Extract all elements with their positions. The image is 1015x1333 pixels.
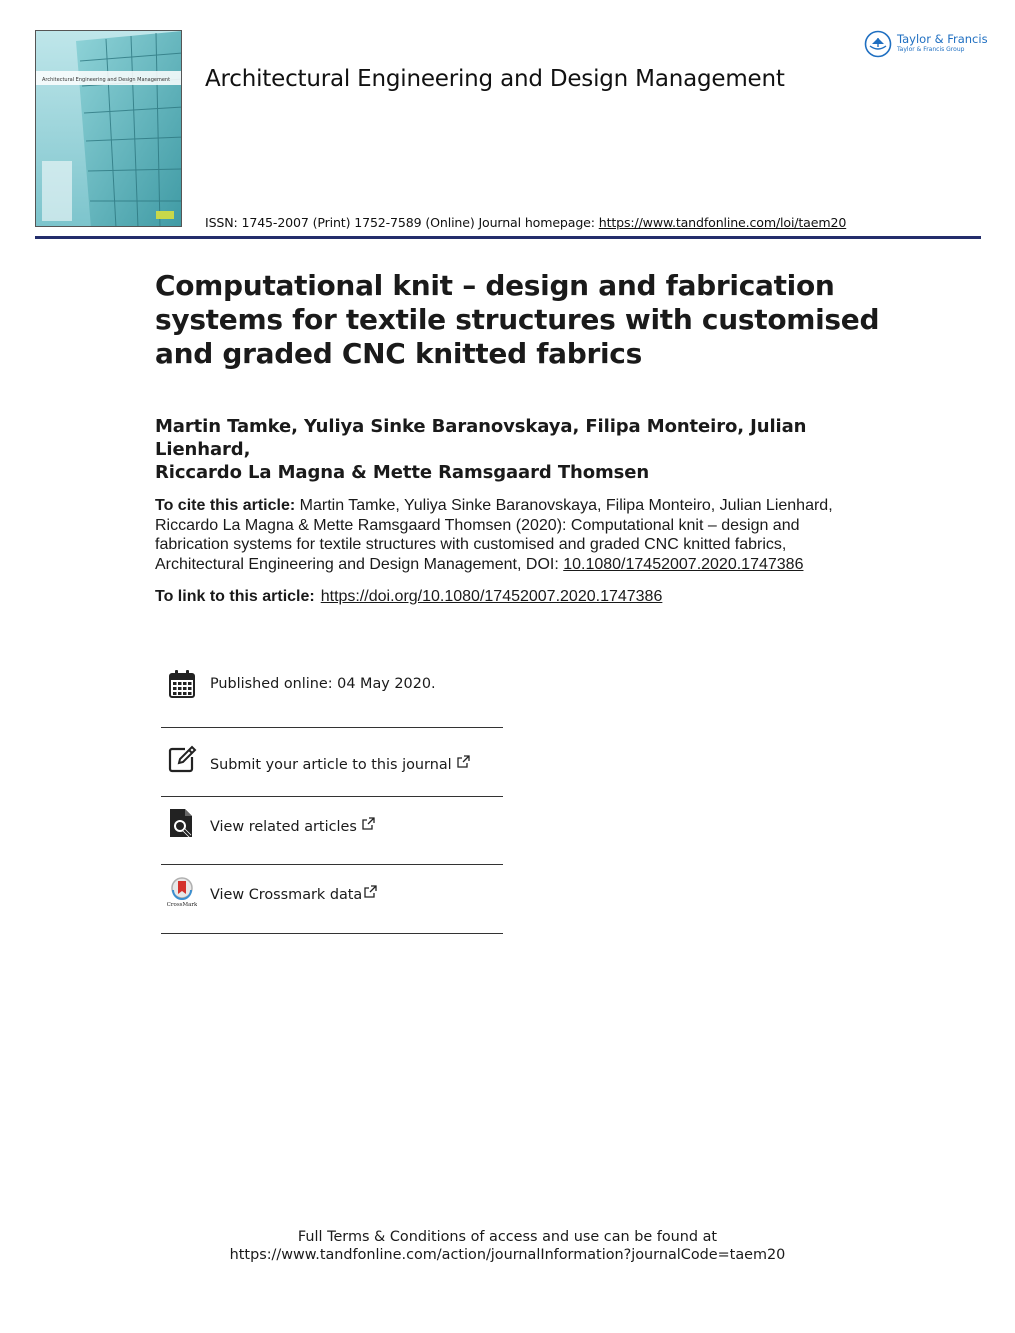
authors-line: Riccardo La Magna & Mette Ramsgaard Thomsen (155, 462, 650, 483)
terms-footer (0, 1228, 1015, 1264)
publisher-group: Taylor & Francis Group (897, 46, 965, 53)
terms-url[interactable]: https://www.tandfonline.com/action/journalInformation?journalCode=taem20 (229, 1247, 786, 1263)
doi-link[interactable]: 10.1080/17452007.2020.1747386 (563, 555, 804, 573)
svg-text:Architectural Engineering and: Architectural Engineering and Design Management (42, 77, 171, 83)
issn-text: ISSN: 1745-2007 (Print) 1752-7589 (Online) Journal homepage: (205, 215, 599, 230)
journal-cover-image (35, 30, 182, 227)
submit-article-link[interactable] (210, 755, 470, 773)
citation-label: To cite this article: (155, 497, 296, 514)
calendar-icon (167, 669, 197, 699)
author-list (155, 415, 875, 484)
submit-article-row[interactable] (161, 728, 503, 797)
taylor-francis-logo[interactable] (864, 30, 988, 58)
external-link-icon (362, 817, 375, 830)
article-link-line (155, 587, 875, 607)
article-actions-list (161, 660, 503, 934)
publisher-name: Taylor & Francis (897, 32, 988, 46)
related-articles-icon (167, 808, 197, 838)
crossmark-icon (167, 877, 197, 907)
related-articles-link[interactable] (210, 817, 375, 835)
crossmark-row[interactable] (161, 865, 503, 934)
crossmark-label: View Crossmark data (210, 887, 363, 903)
journal-title: Architectural Engineering and Design Management (205, 66, 785, 92)
issn-line (205, 215, 846, 230)
external-link-icon (457, 755, 470, 768)
article-doi-url[interactable]: https://doi.org/10.1080/17452007.2020.1747386 (320, 588, 663, 605)
link-label: To link to this article: (155, 588, 315, 605)
published-online-row (161, 660, 503, 728)
citation-text: Martin Tamke, Yuliya Sinke Baranovskaya, Filipa Monteiro, Julian Lienhard, Riccardo La Magna & Mette Ramsgaard Thomsen (2020): Computational knit – design and fabrication systems for textile structures with customised and graded CNC knitted fabrics, Architectural Engineering and Design Management, DOI: (155, 497, 833, 573)
submit-article-label: Submit your article to this journal (210, 757, 452, 773)
svg-text:CrossMark: CrossMark (167, 902, 197, 907)
authors-line: Martin Tamke, Yuliya Sinke Baranovskaya, Filipa Monteiro, Julian Lienhard, (155, 416, 807, 460)
article-title: Computational knit – design and fabrication systems for textile structures with customised and graded CNC knitted fabrics (155, 269, 880, 370)
external-link-icon (364, 885, 377, 898)
crossmark-link[interactable] (210, 885, 377, 903)
published-online-text: Published online: 04 May 2020. (210, 676, 436, 692)
citation-block (155, 496, 875, 574)
edit-icon (167, 744, 197, 774)
related-articles-label: View related articles (210, 819, 357, 835)
related-articles-row[interactable] (161, 797, 503, 865)
terms-text: Full Terms & Conditions of access and use can be found at (297, 1229, 718, 1245)
publisher-logo-icon (864, 30, 892, 58)
header-divider (35, 236, 981, 239)
journal-homepage-link[interactable]: https://www.tandfonline.com/loi/taem20 (598, 215, 847, 230)
